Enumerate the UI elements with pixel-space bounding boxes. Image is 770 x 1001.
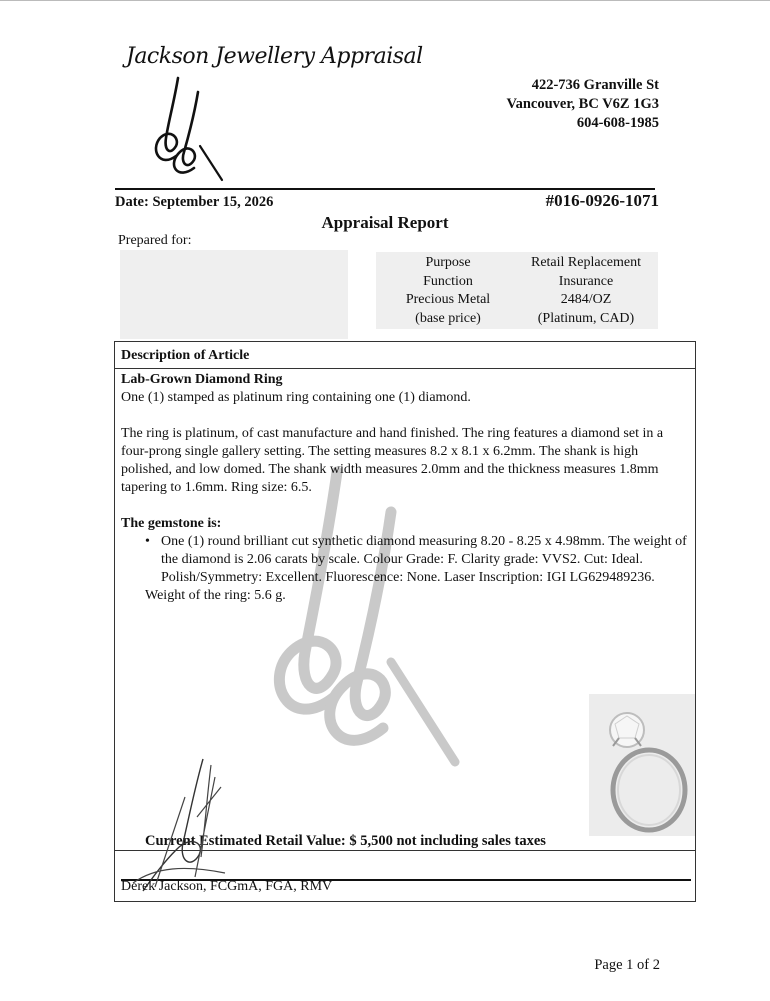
precious-metal-label: Precious Metal	[405, 292, 491, 307]
page-number: Page 1 of 2	[594, 957, 660, 973]
top-border	[0, 0, 770, 1]
retail-value: Current Estimated Retail Value: $ 5,500 not including sales taxes	[145, 833, 546, 849]
report-number: #016-0926-1071	[545, 191, 659, 210]
phone-number: 604-608-1985	[576, 115, 659, 131]
description-header	[115, 342, 695, 369]
prepared-for-label: Prepared for:	[118, 233, 192, 248]
item-title: Lab-Grown Diamond Ring	[121, 372, 283, 387]
purpose-label: Purpose	[425, 255, 471, 270]
description-heading: Description of Article	[121, 348, 250, 363]
address-city: Vancouver, BC V6Z 1G3	[506, 96, 659, 112]
gemstone-details: One (1) round brilliant cut synthetic diamond measuring 8.20 - 8.25 x 4.98mm. The weight of the diamond is 2.06 carats by scale. Colour Grade: F. Clarity grade: VVS2. Cut: Ideal. Polish/Symmetry: Excellent. Fluorescence: None. Laser Inscription: IGI LG629489236.	[161, 534, 687, 585]
bullet-dot: •	[145, 534, 150, 549]
item-description: The ring is platinum, of cast manufacture and hand finished. The ring features a diamond set in a four-prong single gallery setting. The setting measures 8.2 x 8.1 x 6.2mm. The shank is high polished, and low domed. The shank width measures 2.0mm and the thickness measures 1.8mm tapering to 1.6mm. Ring size: 6.5.	[121, 426, 664, 495]
description-box	[114, 341, 696, 902]
function-label: Function	[423, 273, 473, 289]
purpose-labels	[380, 254, 516, 328]
client-info-box	[120, 250, 348, 339]
purpose-box	[376, 252, 658, 329]
header-rule	[115, 188, 655, 190]
page-title: Appraisal Report	[321, 213, 449, 232]
gemstone-bullet	[121, 533, 691, 587]
purpose-values	[516, 254, 656, 328]
function-value: Insurance	[558, 273, 614, 289]
handwritten-signature	[125, 757, 235, 897]
address-street: 422-736 Granville St	[531, 77, 659, 93]
business-address	[506, 76, 659, 133]
gemstone-heading: The gemstone is:	[121, 516, 222, 531]
report-date: Date: September 15, 2026	[115, 194, 274, 210]
purpose-value: Retail Replacement	[530, 255, 641, 270]
appraiser-name: Derek Jackson, FCGmA, FGA, RMV	[121, 879, 333, 894]
item-summary: One (1) stamped as platinum ring containing one (1) diamond.	[121, 390, 471, 405]
ring-weight: Weight of the ring: 5.6 g.	[145, 588, 286, 603]
metal-price-value: 2484/OZ	[560, 292, 612, 307]
ring-photo	[589, 694, 695, 836]
metal-unit-value: (Platinum, CAD)	[537, 310, 635, 326]
jj-monogram-logo	[140, 72, 250, 182]
description-content	[121, 371, 691, 605]
base-price-label: (base price)	[415, 310, 481, 326]
brand-name: Jackson Jewellery Appraisal	[126, 44, 423, 69]
